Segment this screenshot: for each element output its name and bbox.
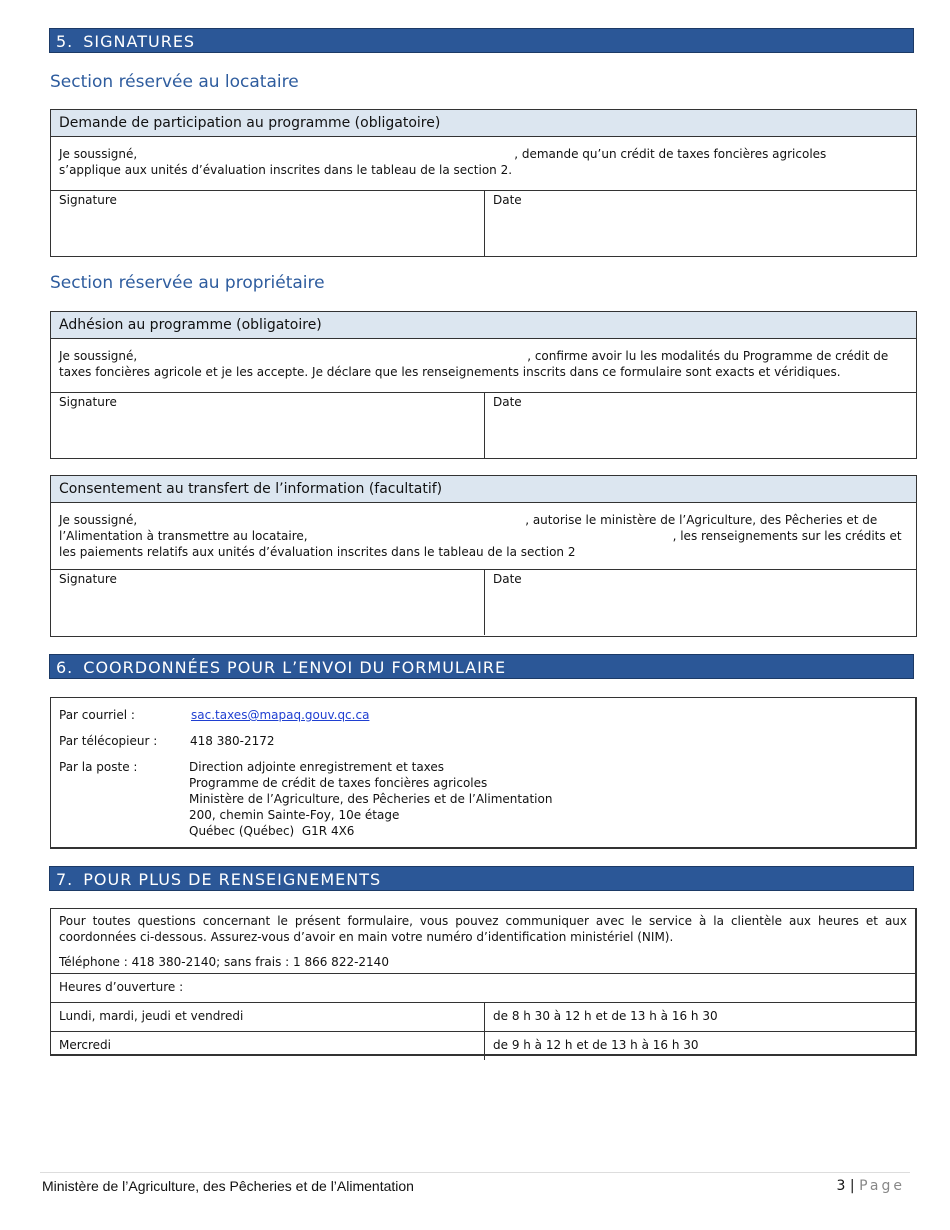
address-line: Ministère de l’Agriculture, des Pêcheries et de l’Alimentation (189, 792, 553, 806)
fax-value: 418 380-2172 (190, 734, 275, 748)
signature-field[interactable]: Signature (59, 395, 117, 409)
address-line: 200, chemin Sainte-Foy, 10e étage (189, 808, 400, 822)
owner-adhesion-box (50, 311, 917, 459)
hours-time: de 9 h à 12 h et de 13 h à 16 h 30 (484, 1032, 915, 1060)
box-title: Consentement au transfert de l’information (facultatif) (51, 476, 916, 503)
section-number: 5. (56, 32, 74, 51)
info-text: Pour toutes questions concernant le présent formulaire, vous pouvez communiquer avec le service à la clientèle aux heures et aux coordonnées ci-dessous. Assurez-vous d’avoir en main votre numéro d’identification ministériel (NIM). Téléphone : 418 380-2140; sans frais : 1 866 822-2140 (59, 914, 907, 969)
tenant-section-heading: Section réservée au locataire (50, 72, 299, 92)
footer-ministry: Ministère de l’Agriculture, des Pêcheries et de l’Alimentation (42, 1178, 414, 1194)
owner-section-heading: Section réservée au propriétaire (50, 273, 325, 293)
address-line: Québec (Québec) G1R 4X6 (189, 824, 355, 838)
signature-row (51, 570, 916, 635)
consent-transfer-box (50, 475, 917, 637)
section-number: 6. (56, 658, 74, 677)
page-number: 3 (836, 1178, 846, 1194)
date-field[interactable]: Date (484, 570, 916, 635)
phone-line: Téléphone : 418 380-2140; sans frais : 1 866 822-2140 (59, 955, 389, 969)
footer-divider (40, 1172, 910, 1173)
email-link[interactable]: sac.taxes@mapaq.gouv.qc.ca (191, 708, 370, 722)
postal-address (189, 759, 552, 839)
declaration-text: Je soussigné, , demande qu’un crédit de taxes foncières agricoles s’applique aux unités d’évaluation inscrites dans le tableau de la section 2. (51, 137, 916, 191)
declaration-text: Je soussigné, , autorise le ministère de l’Agriculture, des Pêcheries et de l’Alimentation à transmettre au locataire, , les renseignements sur les crédits et les paiements relatifs aux unités d’évaluation inscrites dans le tableau de la section 2 (51, 503, 916, 570)
tenant-request-box (50, 109, 917, 257)
signature-field[interactable]: Signature (59, 572, 117, 586)
hours-days: Lundi, mardi, jeudi et vendredi (59, 1009, 244, 1023)
section-7-header (49, 866, 914, 891)
signature-row (51, 191, 916, 256)
date-field[interactable]: Date (484, 191, 916, 256)
email-label: Par courriel : (59, 708, 135, 722)
section-5-header (49, 28, 914, 53)
page-indicator (837, 1177, 905, 1195)
hours-label: Heures d’ouverture : (51, 973, 915, 1002)
section-6-header (49, 654, 914, 679)
address-line: Programme de crédit de taxes foncières agricoles (189, 776, 488, 790)
signature-row (51, 393, 916, 458)
section-number: 7. (56, 870, 74, 889)
info-box (50, 908, 917, 1056)
hours-row (51, 1031, 915, 1060)
address-line: Direction adjointe enregistrement et taxes (189, 760, 445, 774)
hours-row (51, 1002, 915, 1031)
contact-box (50, 697, 917, 849)
page-word: Page (859, 1178, 905, 1194)
section-title: SIGNATURES (83, 32, 196, 51)
box-title: Demande de participation au programme (obligatoire) (51, 110, 916, 137)
section-title: COORDONNÉES POUR L’ENVOI DU FORMULAIRE (83, 658, 507, 677)
section-title: POUR PLUS DE RENSEIGNEMENTS (83, 870, 382, 889)
box-title: Adhésion au programme (obligatoire) (51, 312, 916, 339)
signature-field[interactable]: Signature (59, 193, 117, 207)
declaration-text: Je soussigné, , confirme avoir lu les modalités du Programme de crédit de taxes foncières agricole et je les accepte. Je déclare que les renseignements inscrits dans ce formulaire sont exacts et véridiques. (51, 339, 916, 393)
fax-label: Par télécopieur : (59, 734, 158, 748)
mail-label: Par la poste : (59, 760, 138, 774)
hours-days: Mercredi (59, 1038, 112, 1052)
page-separator: | (849, 1178, 855, 1194)
hours-time: de 8 h 30 à 12 h et de 13 h à 16 h 30 (484, 1003, 915, 1031)
date-field[interactable]: Date (484, 393, 916, 458)
